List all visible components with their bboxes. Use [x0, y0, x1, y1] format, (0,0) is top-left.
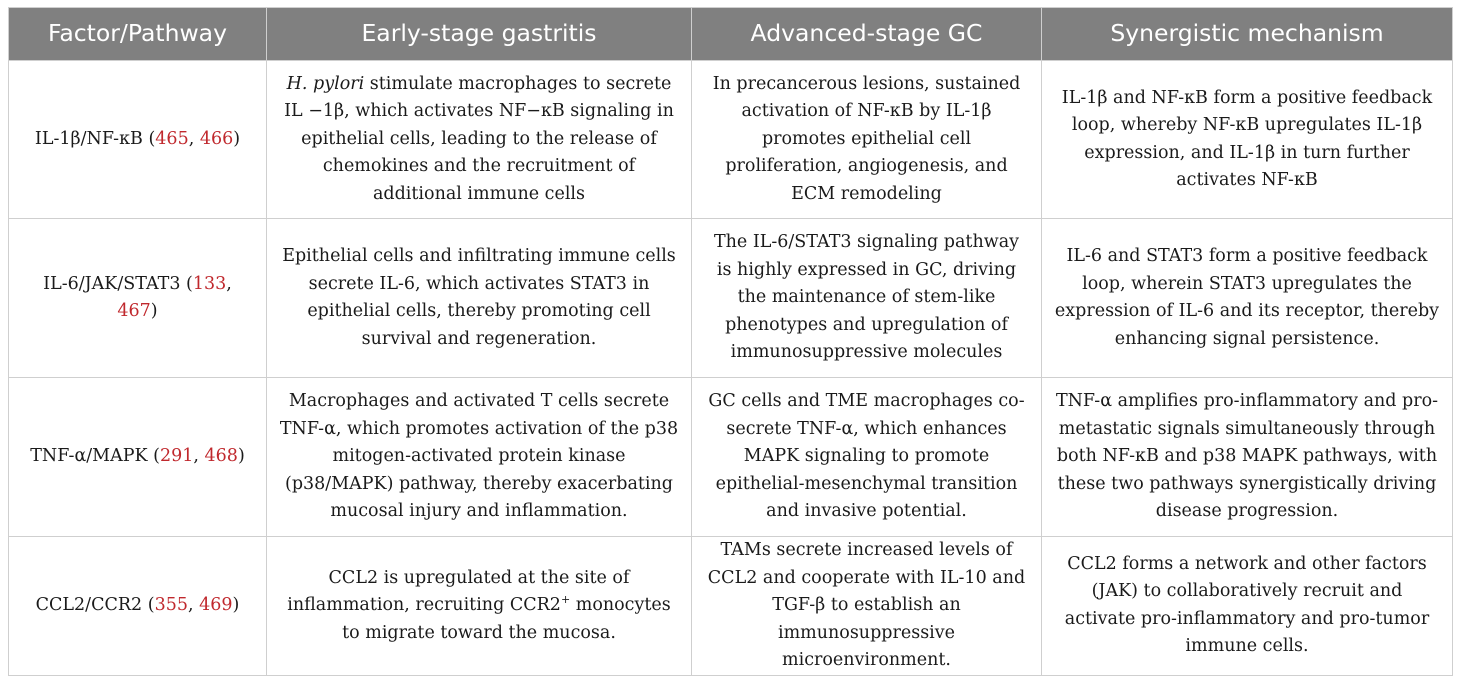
header-advanced-stage-gc: Advanced-stage GC [692, 8, 1042, 61]
reference-link[interactable]: 469 [199, 595, 233, 615]
synergy-text: IL-6 and STAT3 form a positive feedback loop, wherein STAT3 upregulates the expression of IL-6 and its receptor, thereby enhancing signal persistence. [1054, 246, 1440, 349]
advanced-stage-cell [692, 378, 1042, 537]
factor-cell: IL-6/JAK/STAT3 (133, 467) [9, 219, 267, 378]
reference-link[interactable]: 133 [192, 273, 227, 294]
table-header [9, 8, 1453, 61]
early-stage-cell [267, 378, 692, 537]
factor-cell: TNF-α/MAPK (291, 468) [9, 378, 267, 537]
pathway-table [8, 7, 1453, 676]
header-synergistic-mechanism: Synergistic mechanism [1042, 8, 1453, 61]
synergy-cell [1042, 537, 1453, 676]
early-stage-text: monocytes to migrate toward the mucosa. [342, 595, 671, 643]
early-stage-text: Macrophages and activated T cells secrete TNF-α, which promotes activation of the p38 mitogen-activated protein kinase (p38/MAPK) pathway, thereby exacerbating mucosal injury and inflammation. [279, 391, 679, 522]
table-row [9, 537, 1453, 676]
table-row [9, 61, 1453, 219]
factor-cell: IL-1β/NF-κB (465, 466) [9, 61, 267, 219]
synergy-text: IL-1β and NF-κB form a positive feedback loop, whereby NF-κB upregulates IL-1β expression, and IL-1β in turn further activates NF-κB [1061, 87, 1433, 190]
superscript-plus: + [560, 593, 571, 607]
species-name: H. pylori [286, 73, 365, 94]
advanced-stage-cell [692, 219, 1042, 378]
advanced-stage-text: In precancerous lesions, sustained activation of NF-κB by IL-1β promotes epithelial cell proliferation, angiogenesis, and ECM remodeling [712, 73, 1021, 204]
advanced-stage-cell [692, 537, 1042, 676]
reference-link[interactable]: 468 [204, 446, 238, 467]
reference-link[interactable]: 467 [117, 301, 151, 321]
table-body [9, 61, 1453, 676]
factor-name: TNF-α/MAPK [30, 446, 148, 467]
advanced-stage-text: The IL-6/STAT3 signaling pathway is highly expressed in GC, driving the maintenance of stem-like phenotypes and upregulation of immunosuppressive molecules [713, 232, 1020, 363]
reference-link[interactable]: 466 [199, 128, 234, 149]
header-factor-pathway: Factor/Pathway [9, 8, 267, 61]
synergy-cell [1042, 61, 1453, 219]
advanced-stage-text: GC cells and TME macrophages co-secrete TNF-α, which enhances MAPK signaling to promote epithelial-mesenchymal transition and invasive potential. [708, 391, 1025, 522]
factor-name: CCL2/CCR2 [35, 595, 143, 615]
early-stage-cell [267, 537, 692, 676]
synergy-text: CCL2 forms a network and other factors (JAK) to collaboratively recruit and activate pro-inflammatory and pro-tumor immune cells. [1064, 553, 1430, 657]
synergy-text: TNF-α amplifies pro-inflammatory and pro-metastatic signals simultaneously through both NF-κB and p38 MAPK pathways, with these two pathways synergistically driving disease progression. [1055, 391, 1439, 522]
early-stage-cell [267, 219, 692, 378]
early-stage-cell [267, 61, 692, 219]
advanced-stage-cell [692, 61, 1042, 219]
table-row [9, 378, 1453, 537]
early-stage-text: CCL2 is upregulated at the site of inflammation, recruiting CCR2 [287, 567, 630, 615]
header-early-stage-gastritis: Early-stage gastritis [267, 8, 692, 61]
advanced-stage-text: TAMs secrete increased levels of CCL2 and cooperate with IL-10 and TGF-β to establish an immunosuppressive microenvironment. [707, 540, 1026, 670]
table-row [9, 219, 1453, 378]
early-stage-text: Epithelial cells and infiltrating immune cells secrete IL-6, which activates STAT3 in epithelial cells, thereby promoting cell survival and regeneration. [282, 246, 676, 349]
header-row [9, 8, 1453, 61]
factor-name: IL-6/JAK/STAT3 [43, 273, 181, 294]
factor-name: IL-1β/NF-κB [34, 128, 143, 149]
synergy-cell [1042, 378, 1453, 537]
reference-link[interactable]: 465 [155, 128, 189, 149]
early-stage-text: stimulate macrophages to secrete IL −1β, which activates NF−κB signaling in epithelial cells, leading to the release of chemokines and the recruitment of additional immune cells [284, 73, 674, 204]
reference-link[interactable]: 291 [159, 446, 194, 467]
reference-link[interactable]: 355 [154, 595, 188, 615]
factor-cell: CCL2/CCR2 (355, 469) [9, 537, 267, 676]
synergy-cell [1042, 219, 1453, 378]
